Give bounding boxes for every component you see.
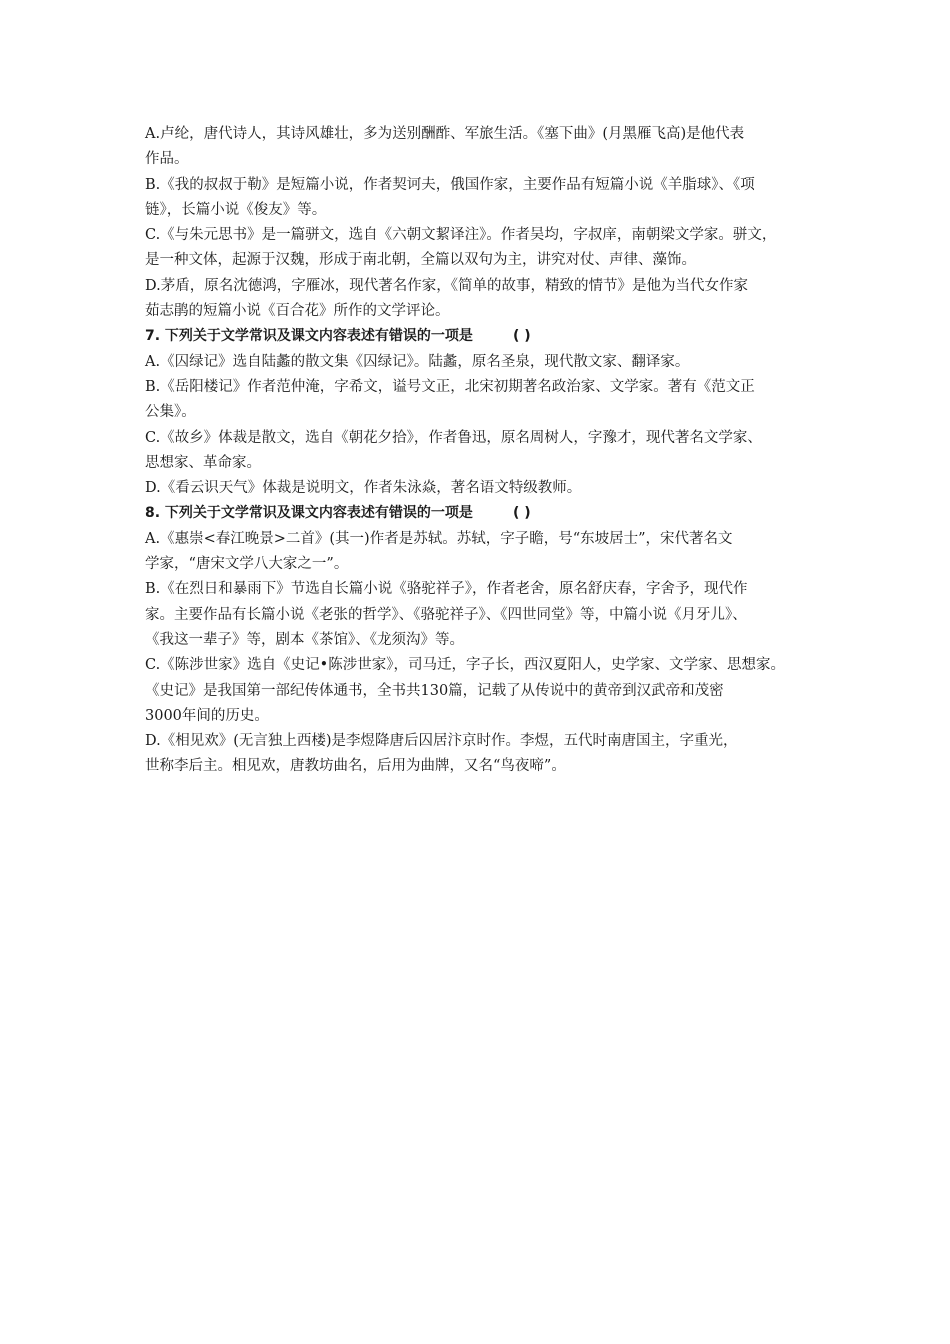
option-line: 是一种文体，起源于汉魏，形成于南北朝，全篇以双句为主，讲究对仗、声律、藻饰。 bbox=[145, 252, 696, 269]
option-line: D.《看云识天气》体裁是说明文，作者朱泳焱，著名语文特级教师。 bbox=[145, 480, 582, 497]
option-line: 公集》。 bbox=[145, 404, 196, 421]
option-line: A.《惠崇<春江晚景>二首》(其一)作者是苏轼。苏轼，字子瞻，号“东坡居士”，宋代著名文 bbox=[145, 530, 733, 547]
question-8 bbox=[145, 501, 815, 779]
option-line: C.《陈涉世家》选自《史记•陈涉世家》，司马迁，字子长，西汉夏阳人，史学家、文学家、思想家。 bbox=[145, 657, 785, 674]
option-line: 思想家、革命家。 bbox=[145, 454, 261, 471]
option-line: B.《在烈日和暴雨下》节选自长篇小说《骆驼祥子》，作者老舍，原名舒庆春，字舍予，现代作 bbox=[145, 581, 748, 598]
option-line: 茹志鹃的短篇小说《百合花》所作的文学评论。 bbox=[145, 303, 450, 320]
option-line: C.《故乡》体裁是散文，选自《朝花夕拾》，作者鲁迅，原名周树人，字豫才，现代著名文学家、 bbox=[145, 429, 762, 446]
option-line: A.《囚绿记》选自陆蠡的散文集《囚绿记》。陆蠡，原名圣泉，现代散文家、翻译家。 bbox=[145, 353, 690, 370]
option-line: 世称李后主。相见欢，唐教坊曲名，后用为曲牌，又名“鸟夜啼”。 bbox=[145, 758, 566, 775]
question-7 bbox=[145, 324, 815, 501]
question-text: 7. 下列关于文学常识及课文内容表述有错误的一项是 bbox=[145, 328, 473, 345]
option-line: 作品。 bbox=[145, 151, 189, 168]
option-line: 家。主要作品有长篇小说《老张的哲学》、《骆驼祥子》、《四世同堂》等，中篇小说《月牙儿》、 bbox=[145, 606, 747, 623]
option-line: B.《岳阳楼记》作者范仲淹，字希文，谥号文正，北宋初期著名政治家、文学家。著有《范文正 bbox=[145, 378, 755, 395]
option-line: 学家，“唐宋文学八大家之一”。 bbox=[145, 556, 349, 573]
document-page bbox=[145, 122, 815, 780]
question-title bbox=[145, 324, 815, 349]
option-line: D.茅盾，原名沈德鸿，字雁冰，现代著名作家，《简单的故事，精致的情节》是他为当代女作家 bbox=[145, 277, 748, 294]
option-line: 链》，长篇小说《俊友》等。 bbox=[145, 201, 327, 218]
question-6-options bbox=[145, 122, 815, 324]
option-line: C.《与朱元思书》是一篇骈文，选自《六朝文絜译注》。作者吴均，字叔庠，南朝梁文学家。骈文， bbox=[145, 227, 777, 244]
question-title bbox=[145, 501, 815, 526]
answer-blank: ( ) bbox=[512, 505, 531, 522]
option-line: A.卢纶，唐代诗人，其诗风雄壮，多为送别酬酢、军旅生活。《塞下曲》(月黑雁飞高)是他代表 bbox=[145, 126, 745, 142]
option-line: 《史记》是我国第一部纪传体通书，全书共130篇，记载了从传说中的黄帝到汉武帝和茂密 bbox=[145, 682, 724, 699]
option-line: D.《相见欢》(无言独上西楼)是李煜降唐后囚居汴京时作。李煜，五代时南唐国主，字重光， bbox=[145, 733, 738, 750]
option-line: B.《我的叔叔于勒》是短篇小说，作者契诃夫，俄国作家，主要作品有短篇小说《羊脂球》、《项 bbox=[145, 176, 755, 193]
question-text: 8. 下列关于文学常识及课文内容表述有错误的一项是 bbox=[145, 505, 473, 522]
answer-blank: ( ) bbox=[512, 328, 531, 345]
option-line: 3000年间的历史。 bbox=[145, 707, 269, 724]
option-line: 《我这一辈子》等，剧本《茶馆》、《龙须沟》等。 bbox=[145, 631, 464, 648]
